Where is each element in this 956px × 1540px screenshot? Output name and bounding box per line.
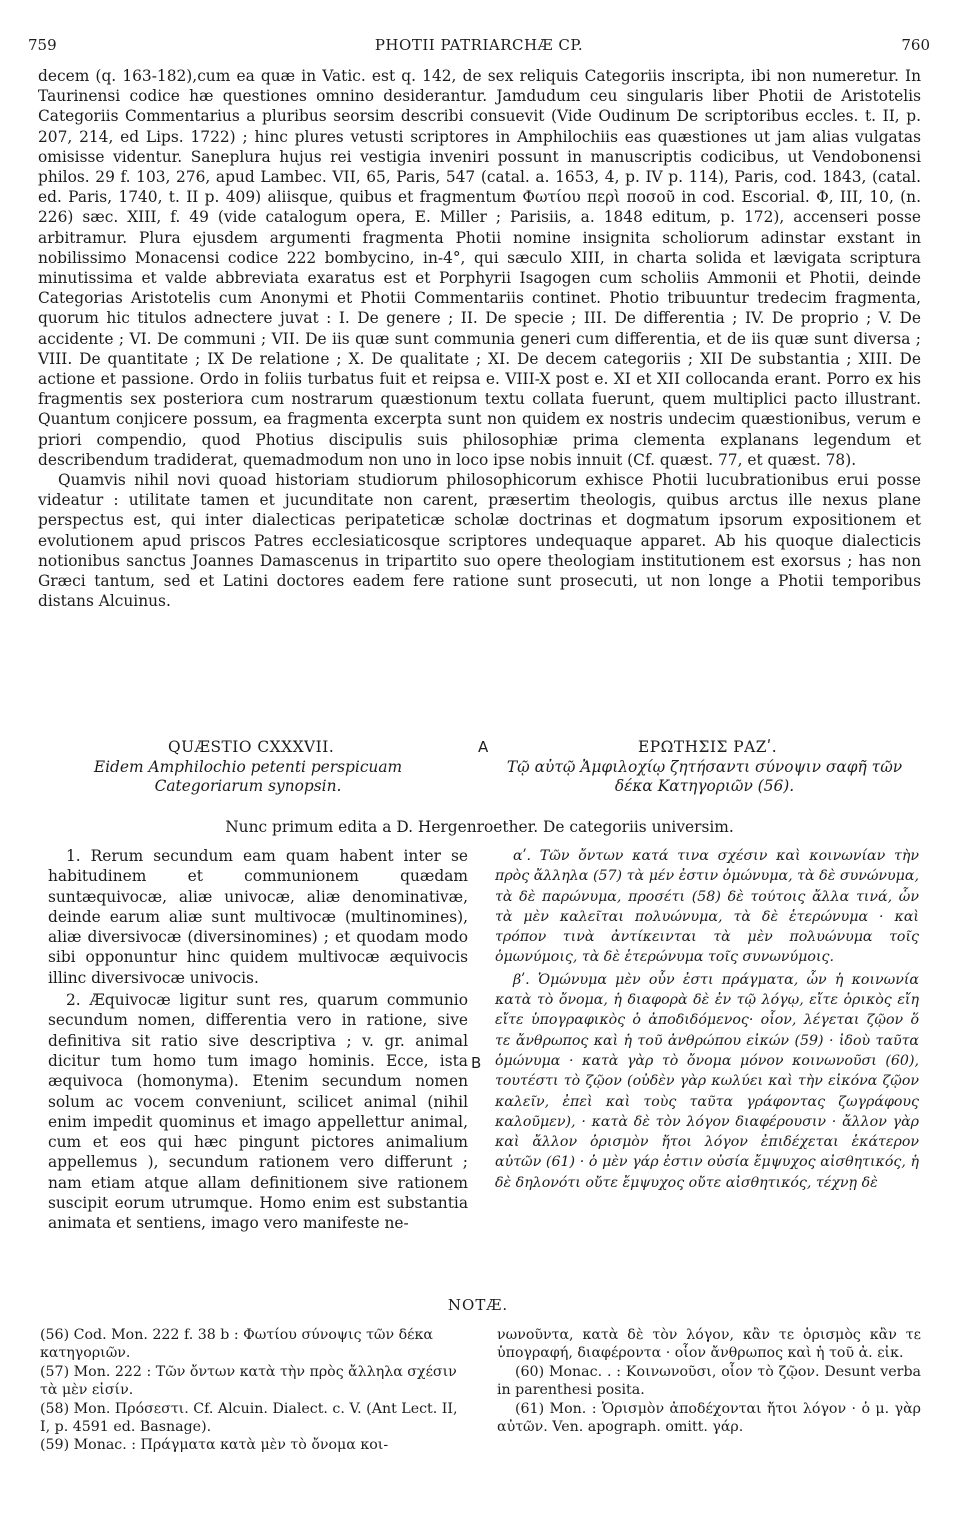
latin-paragraph-1: 1. Rerum secundum eam quam habent inter se habitudinem et communionem quædam suntæquivocæ, aliæ univocæ, aliæ denominativæ, deinde earum aliæ sunt multivocæ (multinomines), aliæ diversivocæ (diversinomines) ; et quodam modo sibi opponuntur hinc quidem multivocæ æquivocis illinc diversivocæ univocis. — [48, 847, 468, 987]
margin-marker-a: A — [478, 738, 489, 756]
latin-paragraph-2: 2. Æquivocæ ligitur sunt res, quarum communio secundum nomen, differentia vero in ratione, sive definitiva sit ratio sive descriptiva ; v. gr. animal dicitur tum homo tum imago hominis. Ecce, ista æquivoca (homonyma). Etenim secundum nomen solum ac vocem conveniunt, scilicet animal (nihil enim impedit quominus et imago appellettur animal, cum et eos qui hæc pingunt pictores animalium appellemus ), secundum rationem vero differunt ; nam etiam atque allam definitionem sive rationem suscipit eorum utrumque. Homo enim est substantia animata et sentiens, imago vero manifeste ne- — [48, 991, 468, 1233]
note-57: (57) Mon. 222 : Τῶν ὄντων κατὰ τὴν πρὸς ἄλληλα σχέσιν τὰ μὲν εἰσίν. — [40, 1363, 457, 1399]
notes-column-left — [40, 1326, 470, 1455]
question-title-latin: QUÆSTIO CXXXVII. — [168, 738, 335, 756]
note-56: (56) Cod. Mon. 222 f. 38 b : Φωτίου σύνοψις τῶν δέκα κατηγοριῶν. — [40, 1327, 433, 1362]
intro-paragraph-1: decem (q. 163-182),cum ea quæ in Vatic. est q. 142, de sex reliquis Categoriis inscripta, ibi non numeretur. In Taurinensi codice hæ questiones omnino desiderantur. Jamdudum ceu singularis liber Photii de Aristotelis Categoriis Commentarius a pluribus seorsim describi consuevit (Vide Oudinum De scriptoribus eccles. t. II, p. 207, 214, ed Lips. 1722) ; hinc plures vetusti scriptores in Amphilochiis eas quæstiones ut jam alias vulgatas omisisse videntur. Saneplura hujus rei vestigia inveniri possunt in manuscriptis codicibus, ut Vendobonensi philos. 29 f. 103, 276, apud Lambec. VII, 65, Paris, 547 (catal. a. 1653, 4, p. IV p. 114), Paris, cod. 1843, (catal. ed. Paris, 1740, t. II p. 409) aliisque, quibus et fragmentum Φωτίου περὶ ποσοῦ in cod. Escorial. Φ, III, 10, (n. 226) sæc. XIII, f. 49 (vide catalogum opera, E. Miller ; Parisiis, a. 1848 editum, p. 172), accenseri posse arbitramur. Plura ejusdem argumenti fragmenta Photii nomine insignita scholiorum adinstar exstant in nobilissimo Monacensi codice 222 bombycino, in-4°, qui sæculo XIII, in charta solida et lævigata scriptura minutissima et valde abbreviata exaratus est et Porphyrii Isagogen cum scholiis Ammonii et Photii, deinde Categorias Aristotelis cum Anonymi et Photii Commentariis continet. Photio tribuuntur tredecim fragmenta, quorum hic titulos adnectere juvat : I. De genere ; II. De specie ; III. De differentia ; IV. De proprio ; V. De accidente ; VI. De communi ; VII. De iis quæ sunt communia generi cum differentia, et de iis quæ sunt diversa ; VIII. De quantitate ; IX De relatione ; X. De qualitate ; XI. De decem categoriis ; XII De substantia ; XIII. De actione et passione. Ordo in foliis turbatus fuit et reipsa e. VIII-X post e. XI et XII collocanda erant. Porro ex his fragmentis sex posteriora cum nostrarum quæstionum textu collata fuerunt, quem multiplici pacto illustrant. Quantum conjicere possum, ea fragmenta excerpta sunt non quidem ex nostris undecim quæstionibus, verum e priori compendio, quod Photius discipulis suis philosophiæ prima clementa explanans legendum et describendum tradiderat, quemadmodum non uno in loco ipse nobis innuit (Cf. quæst. 77, et quæst. 78). — [38, 67, 921, 469]
intro-paragraph-2: Quamvis nihil novi quoad historiam studiorum philosophicorum exhisce Photii lucubrationibus erui posse videatur : utilitate tamen et jucunditate non carent, præsertim theologis, quibus arctus ille nexus plane perspectus est, qui inter dialecticas peripateticæ scholæ doctrinas et dogmatum ipsorum expositionem et evolutionem apud priscos Patres ecclesiaticosque scriptores undequaque apparet. Ab his quoque dialecticis notionibus sanctus Joannes Damascenus in tripartito suo opere theologiam institutionem est exorsus ; has non Græci tantum, sed et Latini doctores eadem fere ratione sunt prosecuti, ut non longe a Photii temporibus distans Alcuinus. — [38, 471, 921, 611]
note-61: (61) Mon. : Ὁρισμὸν ἀποδέχονται ἤτοι λόγον · ὁ μ. γὰρ αὐτῶν. Ven. apograph. omitt. γάρ. — [497, 1400, 921, 1436]
question-subtitle-greek: Τῷ αὐτῷ Ἀμφιλοχίῳ ζητήσαντι σύνοψιν σαφῆ τῶν δέκα Κατηγοριῶν (56). — [506, 758, 903, 795]
page-number-left: 759 — [28, 36, 57, 54]
note-59: (59) Monac. : Πράγματα κατὰ μὲν τὸ ὄνομα κοι- — [40, 1437, 389, 1454]
greek-paragraph-1: αʹ. Τῶν ὄντων κατά τινα σχέσιν καὶ κοινωνίαν τὴν πρὸς ἄλληλα (57) τὰ μέν ἐστιν ὁμώνυμα, τὰ δὲ συνώνυμα, τὰ δὲ παρώνυμα, προσέτι (58) δὲ τούτοις ἄλλα τινά, ὧν τὰ μὲν καλεῖται πολυώνυμα, τὰ δὲ ἑτερώνυμα · καὶ τρόπον τινὰ ἀντίκεινται τὰ μὲν πολυώνυμα τοῖς ὁμωνύμοις, τὰ δὲ ἑτερώνυμα τοῖς συνωνύμοις. — [495, 848, 919, 966]
notes-column-right — [497, 1326, 921, 1436]
question-heading — [38, 738, 921, 800]
question-title-greek: ΕΡΩΤΗΣΙΣ ΡΑΖʹ. — [638, 738, 778, 756]
latin-column — [48, 846, 468, 1236]
margin-marker-b: B — [471, 1054, 482, 1072]
page-number-right: 760 — [901, 36, 930, 54]
note-59-continued: νωνοῦντα, κατὰ δὲ τὸν λόγον, κἂν τε ὁρισμὸς κἂν τε ὑπογραφή, διαφέροντα · οἷον ἄνθρωπος καὶ ἡ τοῦ ἀ. εἰκ. — [497, 1327, 921, 1362]
note-60: (60) Monac. . : Κοινωνοῦσι, οἷον τὸ ζῷον. Desunt verba in parenthesi posita. — [497, 1363, 921, 1399]
greek-paragraph-2: βʹ. Ὁμώνυμα μὲν οὖν ἐστι πράγματα, ὧν ἡ κοινωνία κατὰ τὸ ὄνομα, ἡ διαφορὰ δὲ ἐν τῷ λόγῳ, εἴτε ὁρικὸς εἴη εἴτε ὑπογραφικὸς ὁ ἀποδιδόμενος· οἷον, λέγεται ζῷον ὅ τε ἄνθρωπος καὶ ἡ τοῦ ἀνθρώπου εἰκών (59) · ἰδοὺ ταῦτα ὁμώνυμα · κατὰ γὰρ τὸ ὄνομα μόνον κοινωνοῦσι (60), τουτέστι τὸ ζῷον (οὐδὲν γὰρ κωλύει καὶ τὴν εἰκόνα ζῷον καλεῖν, ἐπεὶ καὶ τοὺς ταῦτα γράφοντας ζωγράφους καλοῦμεν), · κατὰ δὲ τὸν λόγον διαφέρουσιν · ἄλλον γὰρ καὶ ἄλλον ὁρισμὸν ἤτοι λόγον ἐπιδέχεται ἑκάτερον αὐτῶν (61) · ὁ μὲν γάρ ἐστιν οὐσία ἔμψυχος αἰσθητικός, ἡ δὲ δηλονότι οὔτε ἔμψυχος οὔτε αἰσθητικός, τέχνῃ δὲ — [495, 971, 919, 1191]
notes-heading: NOTÆ. — [447, 1296, 509, 1314]
edition-note: Nunc primum edita a D. Hergenroether. De categoriis universim. — [225, 818, 734, 836]
question-subtitle-latin: Eidem Amphilochio petenti perspicuam Categoriarum synopsin. — [93, 758, 403, 795]
introduction-text — [38, 66, 921, 611]
running-head — [28, 36, 930, 58]
greek-column — [495, 846, 919, 1195]
running-title: PHOTII PATRIARCHÆ CP. — [374, 36, 584, 54]
note-58: (58) Mon. Πρόσεστι. Cf. Alcuin. Dialect. c. V. (Ant Lect. II, I, p. 4591 ed. Basnage). — [40, 1400, 458, 1436]
